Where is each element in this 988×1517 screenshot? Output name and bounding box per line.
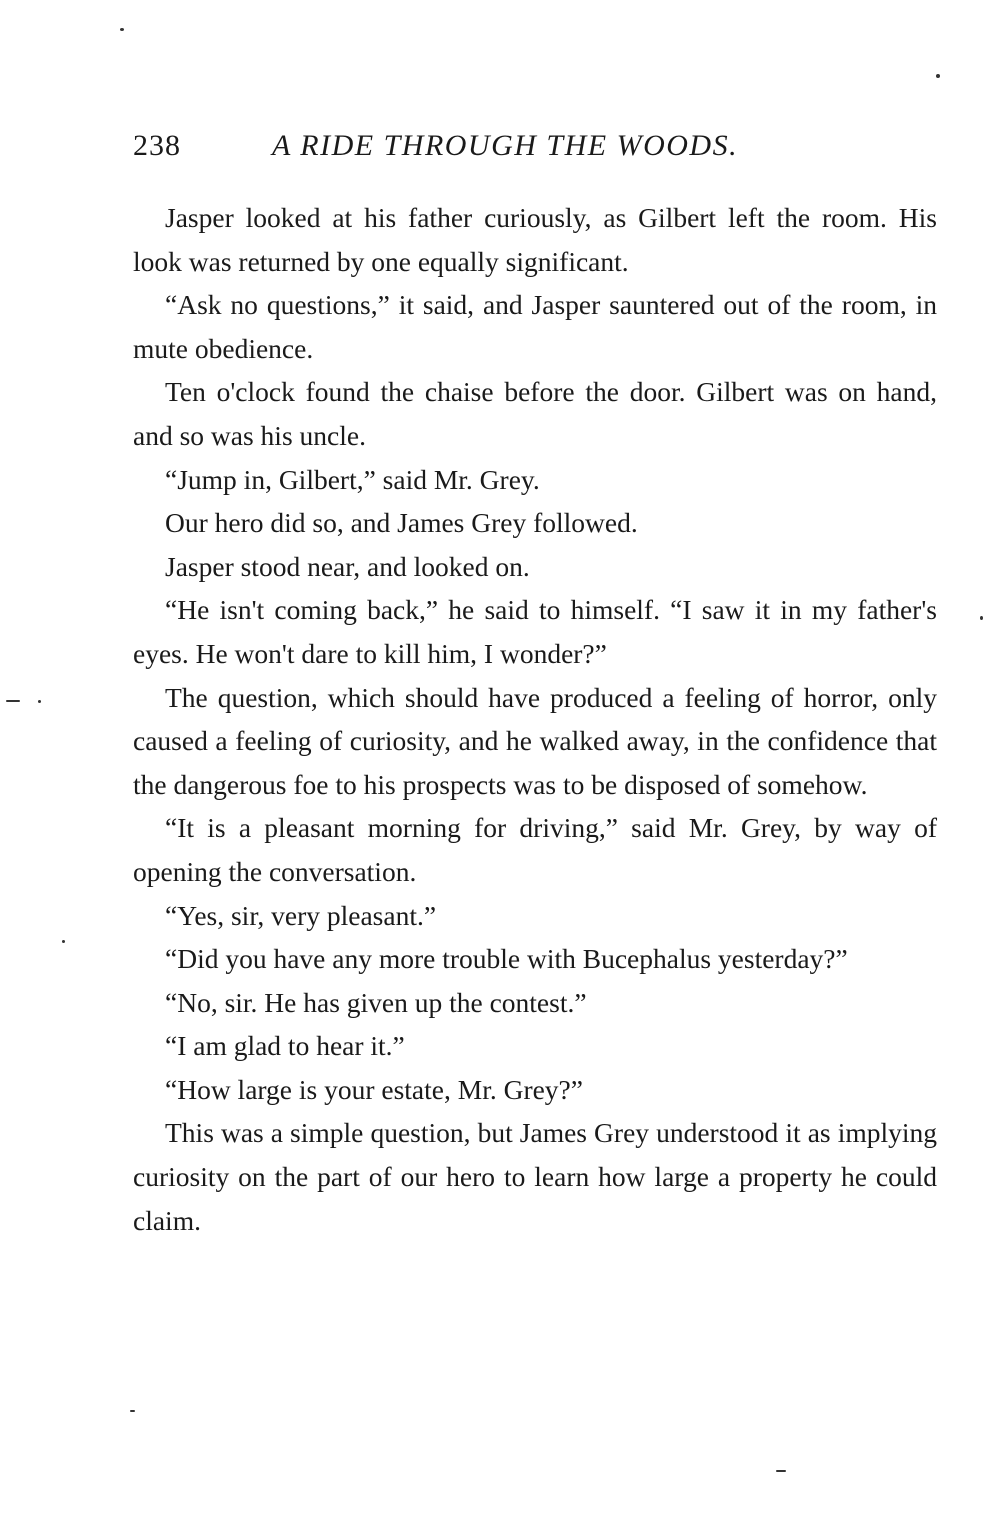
paragraph: This was a simple question, but James Grey understood it as implying curiosity on the part of our hero to learn how large a property he could claim. bbox=[133, 1117, 937, 1236]
scan-speck bbox=[6, 700, 20, 702]
paragraph: The question, which should have produced a feeling of horror, only caused a feeling of curiosity, and he walked away, in the confidence that the dangerous foe to his prospects was to be disposed of somehow. bbox=[133, 681, 937, 800]
scan-speck bbox=[936, 74, 940, 78]
scan-speck bbox=[776, 1470, 786, 1472]
body-text bbox=[133, 196, 937, 1242]
paragraph: “Ask no questions,” it said, and Jasper sauntered out of the room, in mute obedience. bbox=[133, 289, 937, 364]
paragraph: “Yes, sir, very pleasant.” bbox=[165, 899, 437, 931]
paragraph: Jasper looked at his father curiously, as Gilbert left the room. His look was returned by one equally significant. bbox=[133, 202, 937, 277]
paragraph: “Did you have any more trouble with Bucephalus yesterday?” bbox=[165, 943, 848, 975]
paragraph: “How large is your estate, Mr. Grey?” bbox=[165, 1073, 583, 1105]
running-title: A RIDE THROUGH THE WOODS. bbox=[272, 129, 739, 162]
scan-speck bbox=[980, 616, 983, 620]
running-head bbox=[133, 124, 833, 168]
scan-speck bbox=[120, 28, 124, 31]
paragraph: “It is a pleasant morning for driving,” said Mr. Grey, by way of opening the conversation. bbox=[133, 812, 937, 887]
paragraph: Jasper stood near, and looked on. bbox=[165, 550, 530, 582]
scan-speck bbox=[62, 940, 65, 943]
page-number: 238 bbox=[133, 129, 181, 162]
scan-speck bbox=[130, 1410, 135, 1412]
paragraph: “No, sir. He has given up the contest.” bbox=[165, 986, 587, 1018]
scan-speck bbox=[38, 700, 41, 703]
paragraph: “I am glad to hear it.” bbox=[165, 1030, 405, 1062]
paragraph: “He isn't coming back,” he said to himself. “I saw it in my father's eyes. He won't dare to kill him, I wonder?” bbox=[133, 594, 937, 669]
paragraph: Ten o'clock found the chaise before the door. Gilbert was on hand, and so was his uncle. bbox=[133, 376, 937, 451]
paragraph: “Jump in, Gilbert,” said Mr. Grey. bbox=[165, 463, 540, 495]
paragraph: Our hero did so, and James Grey followed. bbox=[165, 507, 638, 539]
